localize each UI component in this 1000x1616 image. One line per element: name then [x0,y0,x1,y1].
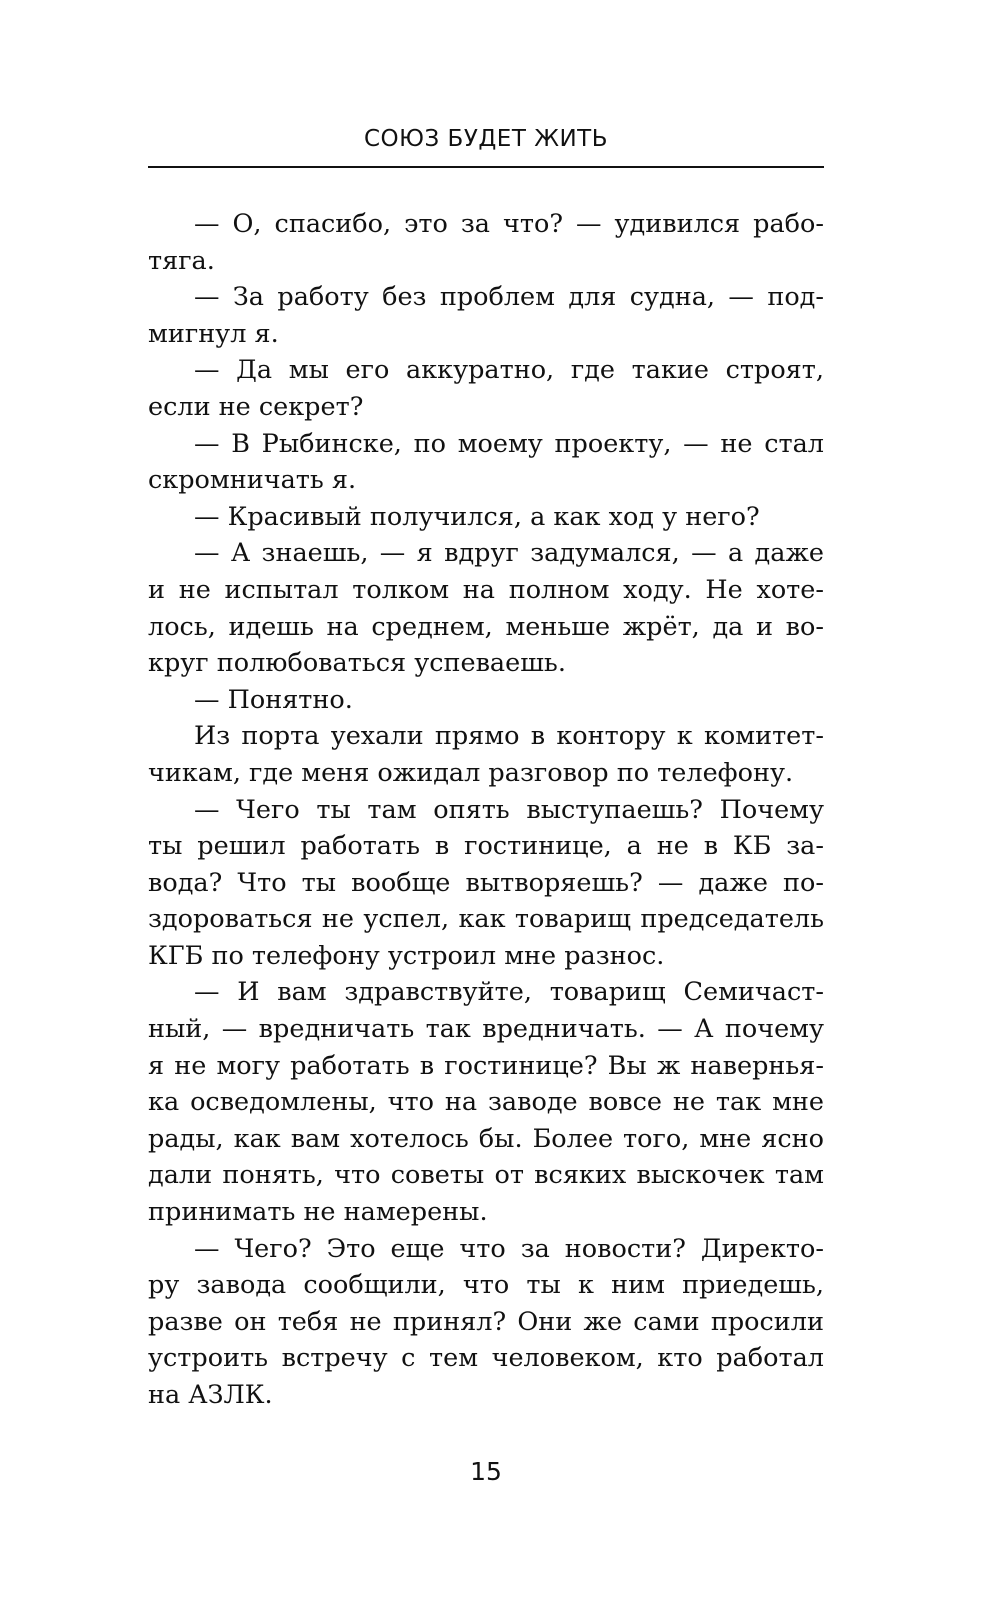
text-line: разве он тебя не принял? Они же сами просили [148,1306,824,1337]
text-line: вода? Что ты вообще вытворяешь? — даже по- [148,867,824,898]
text-line: — И вам здравствуйте, товарищ Семичаст- [194,977,824,1008]
text-line: и не испытал толком на полном ходу. Не хоте- [148,574,824,605]
text-line: принимать не намерены. [148,1197,488,1228]
text-line: ка осведомлены, что на заводе вовсе не так мне [148,1087,824,1118]
text-line: — Красивый получился, а как ход у него? [194,501,760,532]
text-line: — В Рыбинске, по моему проекту, — не стал [194,428,824,459]
text-line: — Да мы его аккуратно, где такие строят, [194,355,824,386]
text-line: на АЗЛК. [148,1380,273,1410]
text-line: ты решил работать в гостинице, а не в КБ за- [148,831,824,862]
text-line: — Чего? Это еще что за новости? Директо- [194,1233,824,1264]
text-line: Из порта уехали прямо в контору к комитет- [194,721,824,752]
header-rule [148,166,824,168]
text-line: — За работу без проблем для судна, — под- [194,282,824,313]
text-line: я не могу работать в гостинице? Вы ж навернья- [148,1050,824,1081]
text-line: тяга. [148,245,215,276]
text-line: если не секрет? [148,391,364,422]
text-line: — А знаешь, — я вдруг задумался, — а даже [194,538,824,569]
text-line: круг полюбоваться успеваешь. [148,648,566,679]
body-text [148,206,824,1414]
text-line: чикам, где меня ожидал разговор по телефону. [148,757,794,788]
text-line: — Понятно. [194,684,353,715]
text-line: здороваться не успел, как товарищ председатель [148,904,824,935]
text-line: КГБ по телефону устроил мне разнос. [148,940,665,971]
text-line: — О, спасибо, это за что? — удивился рабо- [194,209,824,239]
running-head: СОЮЗ БУДЕТ ЖИТЬ [363,126,608,152]
text-line: мигнул я. [148,318,279,349]
text-line: лось, идешь на среднем, меньше жрёт, да и во- [148,611,824,642]
page-number: 15 [470,1457,502,1486]
text-line: ный, — вредничать так вредничать. — А почему [148,1014,824,1045]
text-line: рады, как вам хотелось бы. Более того, мне ясно [148,1123,824,1154]
text-line: дали понять, что советы от всяких выскочек там [148,1160,824,1191]
text-line: ру завода сообщили, что ты к ним приедешь, [148,1270,824,1301]
text-line: скромничать я. [148,465,357,496]
text-line: устроить встречу с тем человеком, кто работал [148,1343,824,1374]
text-line: — Чего ты там опять выступаешь? Почему [194,794,824,825]
